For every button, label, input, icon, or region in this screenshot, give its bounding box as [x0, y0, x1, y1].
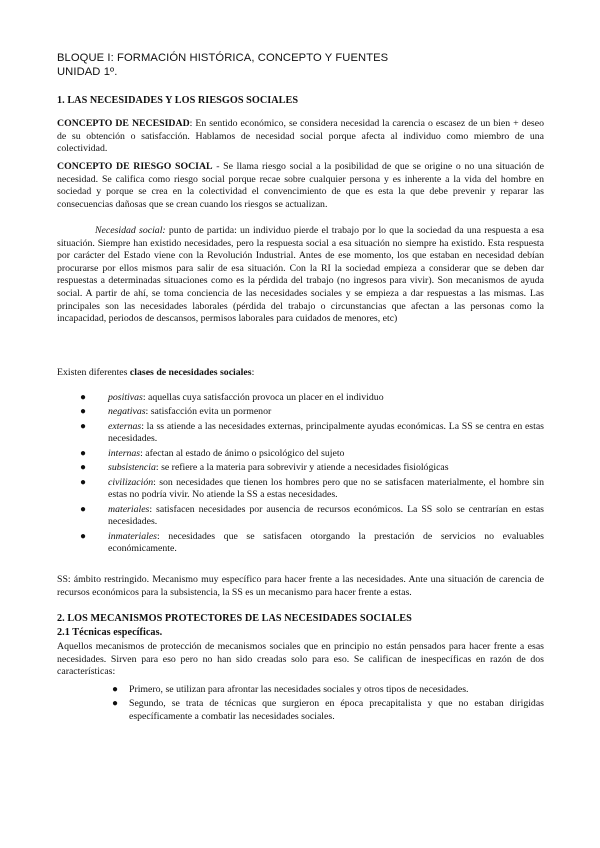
- list-item: [80, 406, 544, 419]
- section-2-title: 2. LOS MECANISMOS PROTECTORES DE LAS NECESIDADES SOCIALES: [57, 613, 412, 624]
- section-1-title: 1. LAS NECESIDADES Y LOS RIESGOS SOCIALES: [57, 95, 299, 106]
- bullet-icon: ●: [112, 684, 119, 695]
- list-item: [80, 448, 544, 461]
- block-heading: BLOQUE I: FORMACIÓN HISTÓRICA, CONCEPTO Y FUENTES: [57, 52, 389, 64]
- bullet-icon: ●: [80, 530, 87, 542]
- list-item: [112, 698, 544, 723]
- definition-necesidad: [57, 118, 544, 156]
- bullet-icon: ●: [80, 476, 87, 488]
- list-item-term: subsistencia: [108, 462, 156, 474]
- list-item-text: : satisfacen necesidades por ausencia de recursos económicos. La SS solo se centrarían en estas necesidades.: [108, 503, 544, 528]
- list-item-text: : la ss atiende a las necesidades externas, principalmente ayudas económicas. La SS se centra en estas necesidades.: [108, 420, 544, 445]
- list-item-text: : se refiere a la materia para sobrevivir y atiende a necesidades fisiológicas: [155, 462, 449, 474]
- bullet-icon: ●: [80, 406, 87, 418]
- section-2-1-subtitle: 2.1 Técnicas específicas.: [57, 627, 163, 638]
- clases-intro: [57, 367, 544, 380]
- unit-heading: UNIDAD 1º.: [57, 66, 118, 78]
- clases-intro-before: Existen diferentes: [57, 367, 130, 378]
- list-item: [80, 392, 544, 405]
- list-item-term: civilización: [108, 476, 154, 488]
- necesidad-social-paragraph: [57, 225, 544, 326]
- bullet-icon: ●: [80, 420, 87, 432]
- term-riesgo-social: CONCEPTO DE RIESGO SOCIAL: [57, 161, 213, 172]
- list-item-term: inmateriales: [108, 530, 157, 542]
- list-item: [80, 477, 544, 502]
- term-necesidad: CONCEPTO DE NECESIDAD: [57, 118, 190, 129]
- bullet-icon: ●: [80, 462, 87, 474]
- ss-note: SS: ámbito restringido. Mecanismo muy específico para hacer frente a las necesidades. Ante una situación de carencia de recursos económicos para la subsistencia, la SS es un mecanismo para hacer frente a estas.: [57, 574, 544, 598]
- term-necesidad-social: Necesidad social:: [95, 225, 166, 236]
- list-item-text: : aquellas cuya satisfacción provoca un placer en el individuo: [142, 392, 384, 403]
- bullet-icon: ●: [80, 503, 87, 515]
- list-item-term: materiales: [108, 503, 150, 515]
- list-item: [80, 504, 544, 529]
- tecnicas-list: [112, 684, 544, 725]
- list-item-term: negativas: [108, 406, 146, 418]
- definition-necesidad-text: : En sentido económico, se considera necesidad la carencia o escasez de un bien + deseo de su obtención o satisfacción. Hablamos de necesidad social porque afecta al individuo como miembro de una colectividad.: [57, 118, 544, 155]
- clases-intro-after: :: [251, 367, 255, 378]
- necesidad-social-text: punto de partida: un individuo pierde el trabajo por lo que la sociedad da una respuesta a esa situación. Siempre han existido necesidades, pero la respuesta social a esa situación no siempre ha existido. Esta respuesta por carácter del Estado viene con la Revolución Industrial. Antes de ese momento, los que estaban en necesidad debían procurarse por ellos mismos para salir de esa situación. Con la RI la sociedad empieza a considerar que se deben dar respuestas a determinadas situaciones como es la pérdida del trabajo (no ingresos para vivir). Son mecanismos de ayuda social. A partir de ahí, se toma conciencia de las necesidades sociales y se empieza a dar respuestas a las mismas. Las principales son las necesidades laborales (pérdida del trabajo o circunstancias que afectan a las personas como la incapacidad, periodos de descansos, permisos laborales para cuidados de menores, etc): [57, 225, 544, 325]
- definition-riesgo-social: [57, 161, 544, 211]
- list-item: [112, 684, 544, 697]
- list-item-text: : necesidades que se satisfacen otorgando la prestación de servicios no evaluables económicamente.: [108, 530, 544, 555]
- list-item-text: Segundo, se trata de técnicas que surgieron en época precapitalista y que no estaban dirigidas específicamente a combatir las necesidades sociales.: [129, 698, 544, 722]
- list-item: [80, 421, 544, 446]
- list-item-text: : son necesidades que tienen los hombres pero que no se satisfacen materialmente, el hombre sin estas no podría vivir. No atiende la SS a estas necesidades.: [108, 476, 544, 501]
- clases-list: [80, 392, 544, 558]
- list-item: [80, 462, 544, 475]
- list-item-text: : afectan al estado de ánimo o psicológico del sujeto: [140, 447, 345, 459]
- bullet-icon: ●: [80, 392, 87, 403]
- list-item: [80, 531, 544, 556]
- section-2-intro: Aquellos mecanismos de protección de mecanismos sociales que en principio no están pensados para hacer frente a esas necesidades. Sirven para eso pero no han sido creadas solo para eso. Se califican de inespecíficas en razón de dos características:: [57, 641, 544, 678]
- definition-riesgo-social-text: - Se llama riesgo social a la posibilidad de que se origine o no una situación de necesidad. Se califica como riesgo social porque recae sobre cualquier persona y es inherente a la vida del hombre en sociedad y porque se crea en la colectividad el convencimiento de que es esta la que debe prevenir y reparar las consecuencias dañosas que se crean cuando los riesgos se actualizan.: [57, 161, 544, 210]
- list-item-text: Primero, se utilizan para afrontar las necesidades sociales y otros tipos de necesidades.: [129, 684, 469, 695]
- list-item-term: externas: [108, 420, 142, 432]
- bullet-icon: ●: [112, 698, 119, 710]
- bullet-icon: ●: [80, 447, 87, 459]
- list-item-term: positivas: [108, 392, 143, 403]
- clases-intro-bold: clases de necesidades sociales: [129, 367, 252, 378]
- list-item-text: : satisfacción evita un pormenor: [145, 406, 272, 418]
- list-item-term: internas: [108, 447, 141, 459]
